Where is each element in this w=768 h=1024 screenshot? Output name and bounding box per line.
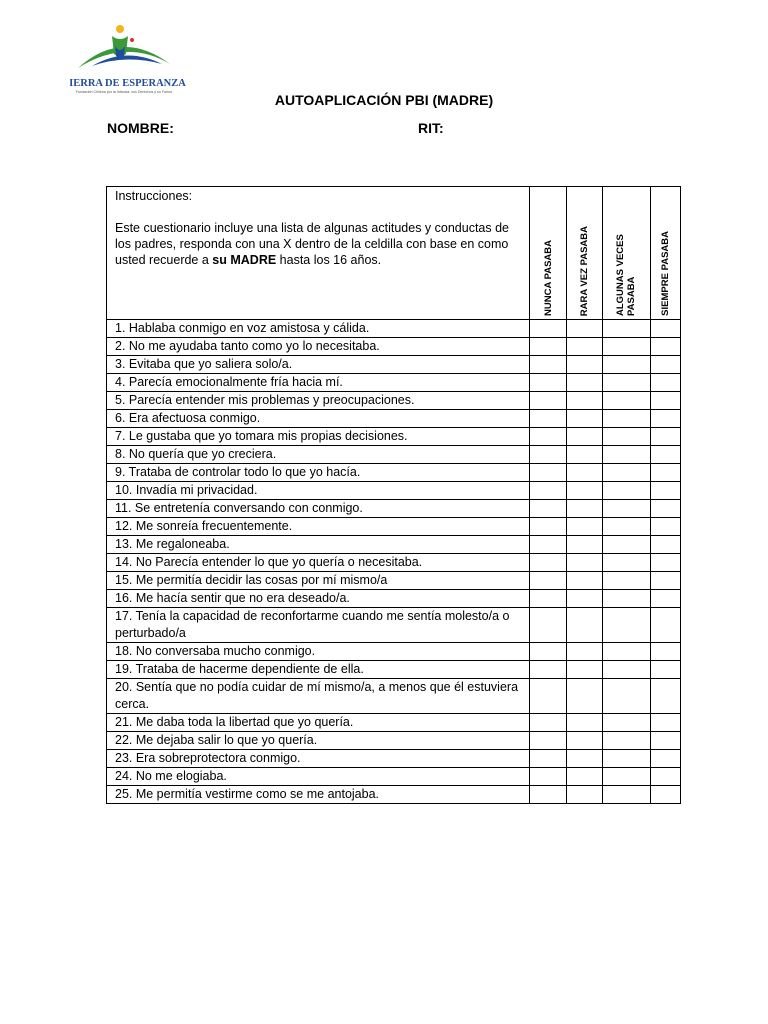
answer-cell-rara-vez[interactable] bbox=[567, 428, 603, 446]
answer-cell-siempre[interactable] bbox=[651, 518, 681, 536]
answer-cell-rara-vez[interactable] bbox=[567, 500, 603, 518]
answer-cell-nunca[interactable] bbox=[530, 410, 567, 428]
question-text: 24. No me elogiaba. bbox=[107, 768, 530, 786]
answer-cell-algunas-veces[interactable] bbox=[603, 572, 651, 590]
table-row bbox=[107, 554, 681, 572]
answer-cell-algunas-veces[interactable] bbox=[603, 768, 651, 786]
table-row bbox=[107, 536, 681, 554]
question-text: 2. No me ayudaba tanto como yo lo necesitaba. bbox=[107, 338, 530, 356]
answer-cell-algunas-veces[interactable] bbox=[603, 446, 651, 464]
answer-cell-nunca[interactable] bbox=[530, 750, 567, 768]
answer-cell-siempre[interactable] bbox=[651, 768, 681, 786]
pbi-questionnaire-table bbox=[106, 186, 681, 804]
table-row bbox=[107, 786, 681, 804]
table-row bbox=[107, 374, 681, 392]
question-text: 10. Invadía mi privacidad. bbox=[107, 482, 530, 500]
instructions-text-bold: su MADRE bbox=[212, 253, 277, 267]
column-header-siempre bbox=[651, 187, 681, 320]
answer-cell-nunca[interactable] bbox=[530, 590, 567, 608]
answer-cell-rara-vez[interactable] bbox=[567, 536, 603, 554]
question-text: 9. Trataba de controlar todo lo que yo hacía. bbox=[107, 464, 530, 482]
answer-cell-rara-vez[interactable] bbox=[567, 482, 603, 500]
table-row bbox=[107, 732, 681, 750]
answer-cell-algunas-veces[interactable] bbox=[603, 661, 651, 679]
answer-cell-siempre[interactable] bbox=[651, 320, 681, 338]
question-text: 20. Sentía que no podía cuidar de mí mismo/a, a menos que él estuviera cerca. bbox=[107, 679, 530, 714]
answer-cell-siempre[interactable] bbox=[651, 428, 681, 446]
answer-cell-rara-vez[interactable] bbox=[567, 572, 603, 590]
table-row bbox=[107, 482, 681, 500]
answer-cell-algunas-veces[interactable] bbox=[603, 608, 651, 643]
answer-cell-siempre[interactable] bbox=[651, 572, 681, 590]
answer-cell-rara-vez[interactable] bbox=[567, 608, 603, 643]
answer-cell-siempre[interactable] bbox=[651, 482, 681, 500]
answer-cell-rara-vez[interactable] bbox=[567, 374, 603, 392]
answer-cell-siempre[interactable] bbox=[651, 410, 681, 428]
answer-cell-siempre[interactable] bbox=[651, 786, 681, 804]
answer-cell-siempre[interactable] bbox=[651, 356, 681, 374]
table-row bbox=[107, 768, 681, 786]
answer-cell-nunca[interactable] bbox=[530, 661, 567, 679]
answer-cell-algunas-veces[interactable] bbox=[603, 554, 651, 572]
answer-cell-rara-vez[interactable] bbox=[567, 590, 603, 608]
answer-cell-siempre[interactable] bbox=[651, 338, 681, 356]
answer-cell-rara-vez[interactable] bbox=[567, 732, 603, 750]
column-label-rara-vez: RARA VEZ PASABA bbox=[579, 225, 590, 316]
answer-cell-rara-vez[interactable] bbox=[567, 679, 603, 714]
answer-cell-nunca[interactable] bbox=[530, 643, 567, 661]
answer-cell-algunas-veces[interactable] bbox=[603, 714, 651, 732]
answer-cell-algunas-veces[interactable] bbox=[603, 392, 651, 410]
answer-cell-nunca[interactable] bbox=[530, 679, 567, 714]
answer-cell-algunas-veces[interactable] bbox=[603, 482, 651, 500]
answer-cell-nunca[interactable] bbox=[530, 518, 567, 536]
answer-cell-nunca[interactable] bbox=[530, 732, 567, 750]
answer-cell-rara-vez[interactable] bbox=[567, 392, 603, 410]
table-row bbox=[107, 338, 681, 356]
answer-cell-algunas-veces[interactable] bbox=[603, 750, 651, 768]
answer-cell-rara-vez[interactable] bbox=[567, 750, 603, 768]
answer-cell-algunas-veces[interactable] bbox=[603, 500, 651, 518]
column-label-siempre: SIEMPRE PASABA bbox=[660, 231, 671, 316]
table-row bbox=[107, 714, 681, 732]
question-text: 3. Evitaba que yo saliera solo/a. bbox=[107, 356, 530, 374]
answer-cell-algunas-veces[interactable] bbox=[603, 732, 651, 750]
answer-cell-nunca[interactable] bbox=[530, 356, 567, 374]
answer-cell-nunca[interactable] bbox=[530, 464, 567, 482]
instructions-text-before: Este cuestionario incluye una lista de algunas actitudes y conductas de los padres, responda con una X dentro de la celdilla con base en como usted recuerde a bbox=[115, 221, 509, 267]
question-text: 15. Me permitía decidir las cosas por mí mismo/a bbox=[107, 572, 530, 590]
table-row bbox=[107, 446, 681, 464]
rit-label: RIT: bbox=[418, 120, 444, 136]
logo-graphic bbox=[70, 24, 190, 96]
answer-cell-rara-vez[interactable] bbox=[567, 320, 603, 338]
instructions-text-after: hasta los 16 años. bbox=[276, 253, 382, 267]
question-text: 8. No quería que yo creciera. bbox=[107, 446, 530, 464]
answer-cell-rara-vez[interactable] bbox=[567, 643, 603, 661]
items-body bbox=[107, 320, 681, 804]
logo-subtext: Fundación Chilena por la Infancia, sus Derechos y su Futuro bbox=[75, 90, 173, 94]
table-row bbox=[107, 500, 681, 518]
answer-cell-siempre[interactable] bbox=[651, 608, 681, 643]
answer-cell-nunca[interactable] bbox=[530, 428, 567, 446]
answer-cell-siempre[interactable] bbox=[651, 554, 681, 572]
answer-cell-nunca[interactable] bbox=[530, 446, 567, 464]
table-row bbox=[107, 590, 681, 608]
table-row bbox=[107, 356, 681, 374]
question-text: 25. Me permitía vestirme como se me antojaba. bbox=[107, 786, 530, 804]
answer-cell-algunas-veces[interactable] bbox=[603, 338, 651, 356]
answer-cell-siempre[interactable] bbox=[651, 750, 681, 768]
answer-cell-algunas-veces[interactable] bbox=[603, 320, 651, 338]
answer-cell-rara-vez[interactable] bbox=[567, 464, 603, 482]
table-row bbox=[107, 320, 681, 338]
answer-cell-algunas-veces[interactable] bbox=[603, 410, 651, 428]
question-text: 7. Le gustaba que yo tomara mis propias decisiones. bbox=[107, 428, 530, 446]
table-row bbox=[107, 392, 681, 410]
table-row bbox=[107, 518, 681, 536]
column-label-nunca: NUNCA PASABA bbox=[542, 240, 554, 316]
column-header-rara-vez bbox=[567, 187, 603, 320]
table-row bbox=[107, 643, 681, 661]
answer-cell-nunca[interactable] bbox=[530, 392, 567, 410]
answer-cell-algunas-veces[interactable] bbox=[603, 536, 651, 554]
answer-cell-siempre[interactable] bbox=[651, 643, 681, 661]
question-text: 22. Me dejaba salir lo que yo quería. bbox=[107, 732, 530, 750]
answer-cell-siempre[interactable] bbox=[651, 661, 681, 679]
answer-cell-algunas-veces[interactable] bbox=[603, 643, 651, 661]
table-row bbox=[107, 608, 681, 643]
question-text: 23. Era sobreprotectora conmigo. bbox=[107, 750, 530, 768]
document-title: AUTOAPLICACIÓN PBI (MADRE) bbox=[274, 92, 494, 108]
answer-cell-rara-vez[interactable] bbox=[567, 518, 603, 536]
answer-cell-rara-vez[interactable] bbox=[567, 786, 603, 804]
logo-blue-arc bbox=[92, 55, 162, 66]
question-text: 4. Parecía emocionalmente fría hacia mí. bbox=[107, 374, 530, 392]
question-text: 16. Me hacía sentir que no era deseado/a. bbox=[107, 590, 530, 608]
answer-cell-nunca[interactable] bbox=[530, 338, 567, 356]
answer-cell-siempre[interactable] bbox=[651, 590, 681, 608]
column-label-algunas-veces: ALGUNAS VECES PASABA bbox=[614, 234, 637, 316]
nombre-label: NOMBRE: bbox=[107, 120, 174, 136]
question-text: 12. Me sonreía frecuentemente. bbox=[107, 518, 530, 536]
answer-cell-siempre[interactable] bbox=[651, 732, 681, 750]
table-row bbox=[107, 428, 681, 446]
tierra-de-esperanza-logo bbox=[70, 24, 190, 96]
table-row bbox=[107, 464, 681, 482]
column-header-nunca bbox=[530, 187, 567, 320]
answer-cell-siempre[interactable] bbox=[651, 679, 681, 714]
answer-cell-algunas-veces[interactable] bbox=[603, 428, 651, 446]
answer-cell-siempre[interactable] bbox=[651, 464, 681, 482]
column-header-algunas-veces bbox=[603, 187, 651, 320]
answer-cell-rara-vez[interactable] bbox=[567, 338, 603, 356]
question-text: 18. No conversaba mucho conmigo. bbox=[107, 643, 530, 661]
answer-cell-nunca[interactable] bbox=[530, 482, 567, 500]
answer-cell-nunca[interactable] bbox=[530, 768, 567, 786]
answer-cell-algunas-veces[interactable] bbox=[603, 374, 651, 392]
instructions-text bbox=[115, 220, 523, 268]
answer-cell-algunas-veces[interactable] bbox=[603, 464, 651, 482]
answer-cell-rara-vez[interactable] bbox=[567, 768, 603, 786]
question-text: 6. Era afectuosa conmigo. bbox=[107, 410, 530, 428]
answer-cell-rara-vez[interactable] bbox=[567, 554, 603, 572]
question-text: 19. Trataba de hacerme dependiente de ella. bbox=[107, 661, 530, 679]
answer-cell-siempre[interactable] bbox=[651, 500, 681, 518]
logo-red-dot bbox=[130, 38, 134, 42]
answer-cell-algunas-veces[interactable] bbox=[603, 590, 651, 608]
answer-cell-algunas-veces[interactable] bbox=[603, 518, 651, 536]
answer-cell-siempre[interactable] bbox=[651, 714, 681, 732]
table-row bbox=[107, 679, 681, 714]
table-row bbox=[107, 572, 681, 590]
table-row bbox=[107, 410, 681, 428]
question-text: 14. No Parecía entender lo que yo quería o necesitaba. bbox=[107, 554, 530, 572]
answer-cell-nunca[interactable] bbox=[530, 374, 567, 392]
answer-cell-algunas-veces[interactable] bbox=[603, 356, 651, 374]
table-row bbox=[107, 750, 681, 768]
answer-cell-nunca[interactable] bbox=[530, 786, 567, 804]
answer-cell-rara-vez[interactable] bbox=[567, 410, 603, 428]
answer-cell-nunca[interactable] bbox=[530, 320, 567, 338]
answer-cell-rara-vez[interactable] bbox=[567, 714, 603, 732]
question-text: 13. Me regaloneaba. bbox=[107, 536, 530, 554]
answer-cell-rara-vez[interactable] bbox=[567, 446, 603, 464]
instructions-cell bbox=[107, 187, 530, 320]
question-text: 17. Tenía la capacidad de reconfortarme cuando me sentía molesto/a o perturbado/a bbox=[107, 608, 530, 643]
instructions-heading: Instrucciones: bbox=[115, 189, 193, 203]
logo-head-dot bbox=[116, 25, 124, 33]
table-row bbox=[107, 661, 681, 679]
question-text: 5. Parecía entender mis problemas y preocupaciones. bbox=[107, 392, 530, 410]
question-text: 21. Me daba toda la libertad que yo quería. bbox=[107, 714, 530, 732]
answer-cell-siempre[interactable] bbox=[651, 536, 681, 554]
answer-cell-siempre[interactable] bbox=[651, 392, 681, 410]
answer-cell-nunca[interactable] bbox=[530, 554, 567, 572]
table-header-row bbox=[107, 187, 681, 320]
logo-text: TIERRA DE ESPERANZA bbox=[70, 78, 186, 89]
answer-cell-rara-vez[interactable] bbox=[567, 661, 603, 679]
answer-cell-nunca[interactable] bbox=[530, 714, 567, 732]
answer-cell-nunca[interactable] bbox=[530, 500, 567, 518]
answer-cell-nunca[interactable] bbox=[530, 608, 567, 643]
answer-cell-rara-vez[interactable] bbox=[567, 356, 603, 374]
answer-cell-algunas-veces[interactable] bbox=[603, 679, 651, 714]
answer-cell-nunca[interactable] bbox=[530, 572, 567, 590]
question-text: 11. Se entretenía conversando con conmigo. bbox=[107, 500, 530, 518]
answer-cell-nunca[interactable] bbox=[530, 536, 567, 554]
answer-cell-algunas-veces[interactable] bbox=[603, 786, 651, 804]
answer-cell-siempre[interactable] bbox=[651, 374, 681, 392]
question-text: 1. Hablaba conmigo en voz amistosa y cálida. bbox=[107, 320, 530, 338]
answer-cell-siempre[interactable] bbox=[651, 446, 681, 464]
